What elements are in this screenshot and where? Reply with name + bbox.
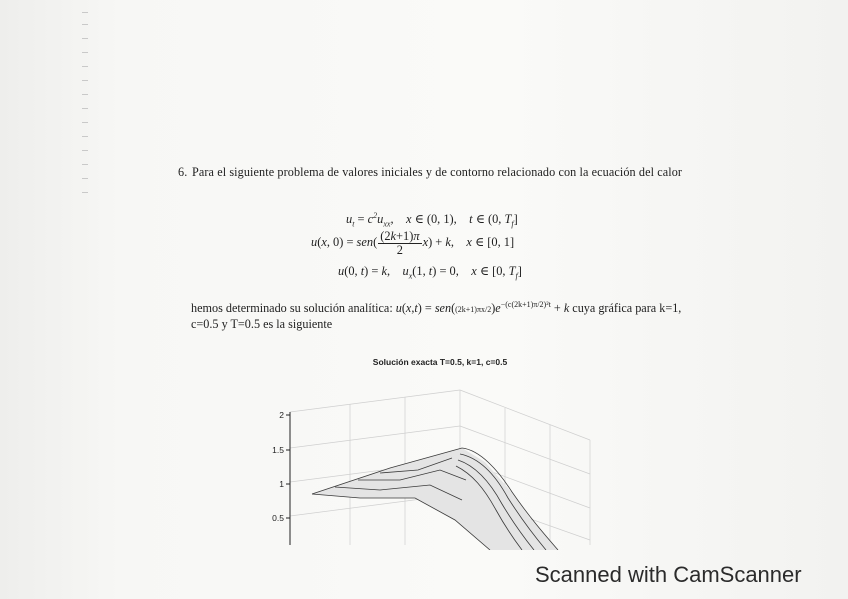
y-tick-label: 1 bbox=[279, 479, 284, 489]
y-tick-label: 1.5 bbox=[272, 445, 284, 455]
problem-intro: Para el siguiente problema de valores iniciales y de contorno relacionado con la ecuación del calor bbox=[192, 165, 683, 179]
problem-statement bbox=[178, 165, 698, 180]
chart-title: Solución exacta T=0.5, k=1, c=0.5 bbox=[372, 357, 508, 367]
solution-formula: $u(x,t) = sen((2k+1)\pi x/2)e^{-(c(2k+1)\pi/2)^2t} + k$ bbox=[395, 300, 570, 316]
solution-paragraph bbox=[191, 297, 691, 332]
surface-plot bbox=[240, 370, 610, 550]
equation-line-3 bbox=[338, 263, 522, 280]
problem-number: 6. bbox=[178, 165, 188, 179]
camscanner-watermark: Scanned with CamScanner bbox=[535, 562, 802, 587]
margin-ticks bbox=[82, 0, 90, 210]
equation-heat: $u_t = c^2u_{xx}$, x ∈ (0, 1), t ∈ (0, $T_f$] bbox=[346, 211, 518, 229]
equation-line-2 bbox=[311, 230, 514, 257]
equation-initial: u(x, 0) = sen( $\frac{(2k+1)\pi}{2}$ x) + k, x ∈ [0, 1] bbox=[311, 229, 515, 257]
y-tick-label: 2 bbox=[279, 410, 284, 420]
solution-intro: hemos determinado su solución analítica: bbox=[191, 301, 393, 316]
y-ticks bbox=[272, 410, 290, 523]
solution-after: cuya gráfica para k=1, c=0.5 y T=0.5 es la siguiente bbox=[191, 301, 682, 332]
surface-mesh bbox=[312, 448, 558, 550]
equation-boundary: u(0, t) = k, $u_x(1$, t) = 0, x ∈ [0, $T_f$] bbox=[338, 264, 522, 281]
surface-fill bbox=[312, 448, 558, 550]
equation-line-1 bbox=[346, 211, 518, 229]
y-tick-label: 0.5 bbox=[272, 513, 284, 523]
